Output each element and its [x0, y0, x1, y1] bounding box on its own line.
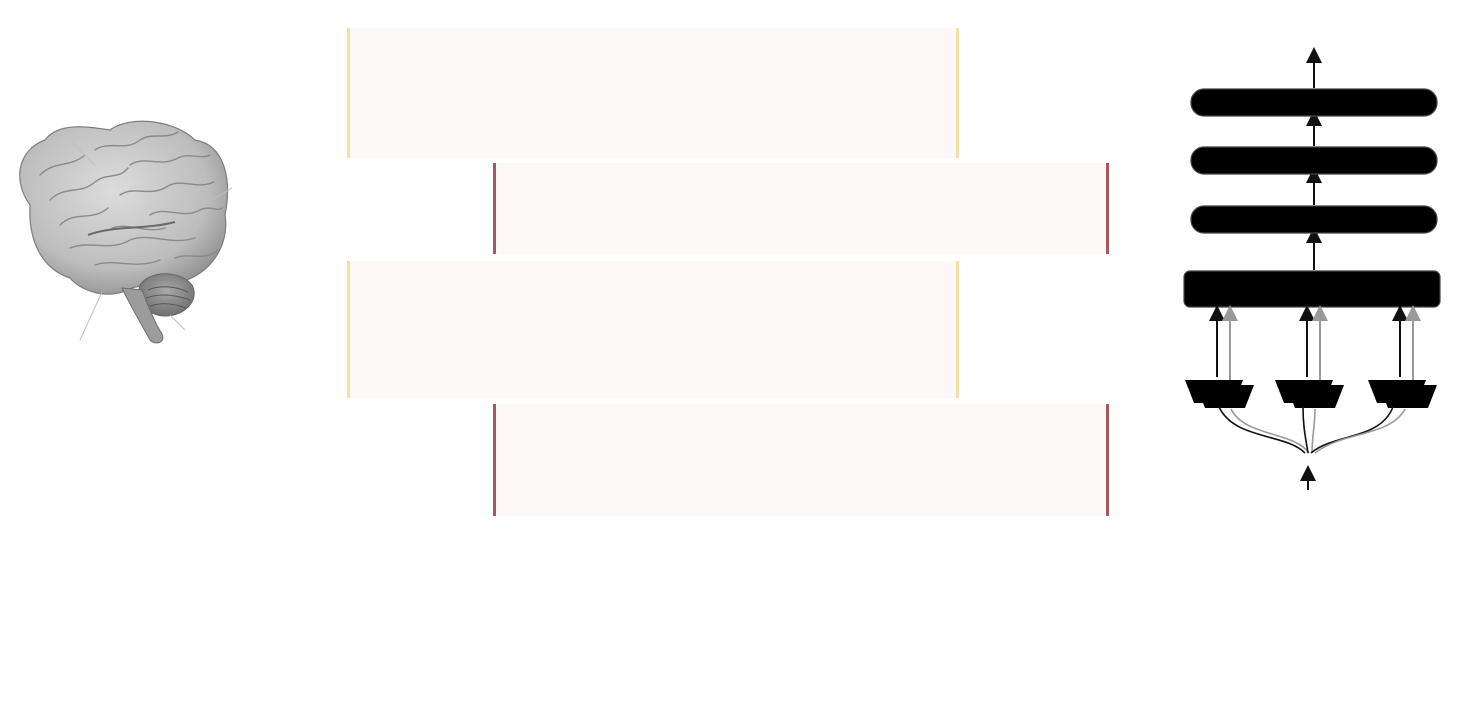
linear-v	[1368, 380, 1437, 408]
brain-illustration	[0, 0, 340, 420]
level-high-frequency	[1191, 206, 1437, 233]
nl-uniform-box	[493, 163, 1109, 254]
linear-k	[1275, 380, 1344, 408]
nl-multi-box	[493, 404, 1109, 516]
nested-learning-diagram	[1175, 45, 1455, 495]
level-mid-frequency	[1191, 147, 1437, 174]
linear-q	[1185, 380, 1254, 408]
level-low-frequency	[1191, 89, 1437, 116]
level-highest-frequency	[1184, 271, 1440, 307]
multi-time-scale-box	[347, 261, 959, 398]
brain-panel	[0, 0, 340, 420]
uniform-structure-box	[347, 28, 959, 158]
